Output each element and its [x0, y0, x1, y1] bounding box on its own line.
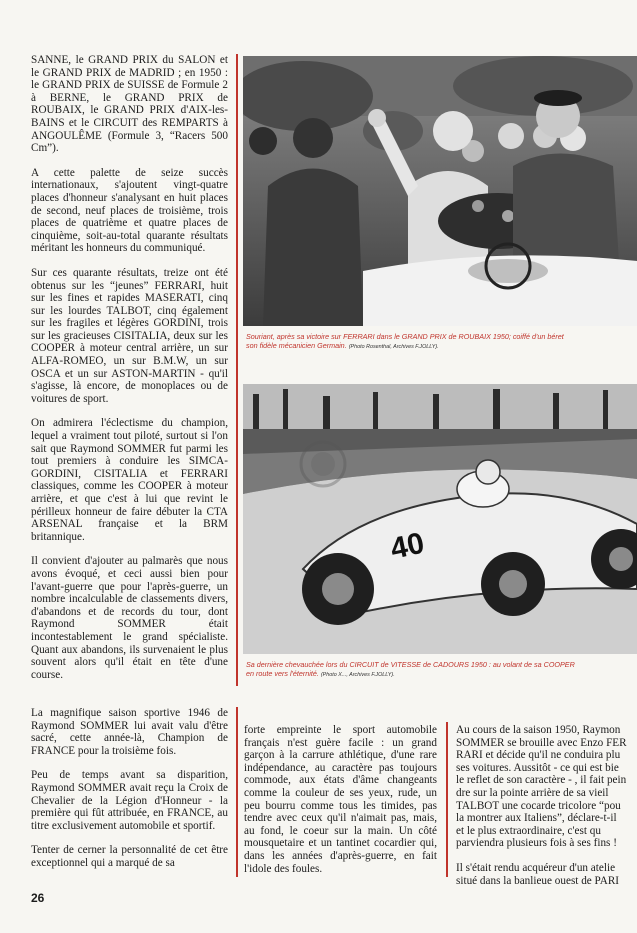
text-line: le reflet de son caractère - , il fait pein: [456, 774, 627, 787]
paragraph: Tenter de cerner la personnalité de cet être exceptionnel qui a marqué de sa: [31, 844, 228, 869]
text-line: dre sur la pointe arrière de sa vieil: [456, 786, 609, 799]
photo-cadours-race: [243, 384, 637, 654]
red-column-rule-bottom: [236, 707, 238, 877]
paragraph: On admirera l'éclectisme du champion, lequel a vraiment tout piloté, surtout si l'on sait que Raymond SOMMER fut parmi les tout premiers à conduire les SIMCA-GORDINI, CISITALIA et FERRARI classiques, comme les COOPER à moteur arrière, et que c'est à lui que revint le périlleux honneur de faire débuter la CTA ARSENAL française et la BRM britannique.: [31, 417, 228, 543]
photo-gravure-race-car: [243, 384, 637, 654]
photo-gravure-victory: [243, 56, 637, 326]
paragraph: forte empreinte le sport automobile français n'est guère facile : un grand garçon à la carrure athlétique, d'une rare indépendance, au caractère pas toujours commode, aux états d'âme changeants comme la couleur de ses yeux, rude, un peu bourru comme tous les timides, pas tendre avec ceux qu'il n'aimait pas, mais, au fond, le coeur sur la main. Un côté mousquetaire et un tantinet cocardier qui, dans les années d'après-guerre, en fait l'idole des foules.: [244, 724, 437, 875]
text-line: situé dans la banlieue ouest de PARI: [456, 874, 620, 887]
paragraph: Peu de temps avant sa disparition, Raymond SOMMER avait reçu la Croix de Chevalier de la Légion d'Honneur - la première qui fût attribuée, en FRANCE, au titre exclusivement automobile et sportif.: [31, 769, 228, 832]
paragraph: Sur ces quarante résultats, treize ont été obtenus sur les “jeunes” FERRARI, huit sur les fines et rapides MASERATI, cinq sur les lourdes TALBOT, cinq également sur les fragiles et légères GORDINI, trois sur les gracieuses CISITALIA, deux sur les COOPER à moteur central arrière, un sur ALFA-ROMEO, un sur B.M.W, un sur OSCA et un sur ASTON-MARTIN - qu'il s'agisse, là encore, de monoplaces ou de voitures de sport.: [31, 266, 228, 405]
caption-photo-1: [246, 333, 637, 352]
text-line: RARI et décide qu'il ne conduira plu: [456, 749, 621, 762]
text-line: TALBOT une cocarde tricolore “pou: [456, 799, 621, 812]
column-3-paragraph-2: [456, 862, 637, 887]
caption-1-line-1: Souriant, après sa victoire sur FERRARI dans le GRAND PRIX de ROUBAIX 1950; coiffé d'un béret: [246, 333, 564, 341]
column-3-text: [456, 724, 637, 887]
text-line: et le plus extraordinaire, c'est qu: [456, 824, 601, 837]
paragraph: SANNE, le GRAND PRIX du SALON et le GRAND PRIX de MADRID ; en 1950 : le GRAND PRIX de SUISSE de Formule 2 à BERNE, le GRAND PRIX de ROUBAIX, le GRAND PRIX d'AIX-les-BAINS et le CIRCUIT des REMPARTS à ANGOULÊME (Formule 3, “Racers 500 Cm”).: [31, 54, 228, 155]
caption-1-credit: (Photo Rosenthal, Archives F.JOLLY).: [348, 343, 439, 350]
red-column-rule-right: [446, 722, 448, 877]
caption-1-line-2: son fidèle mécanicien Germain.: [246, 340, 347, 350]
paragraph: A cette palette de seize succès internationaux, s'ajoutent vingt-quatre places d'honneur s'analysant en huit places de second, neuf places de troisième, trois places de quatrième et quatre places de cinquième, soit-au-total quarante résultats méritant les honneurs du communiqué.: [31, 166, 228, 255]
text-line: ses voitures. Aussitôt - ce qui est bie: [456, 761, 619, 774]
paragraph: La magnifique saison sportive 1946 de Raymond SOMMER lui avait valu d'être sacré, cette année-là, Champion de FRANCE pour la troisième fois.: [31, 707, 228, 757]
caption-photo-2: [246, 661, 637, 680]
photo-victory-roubaix: [243, 56, 637, 326]
column-3-paragraph-1: [456, 724, 637, 850]
column-1-text: [31, 54, 228, 681]
page-number: 26: [31, 891, 45, 905]
car-number: 40: [387, 526, 428, 566]
column-1-bottom-text: [31, 707, 228, 870]
paragraph: Il convient d'ajouter au palmarès que nous avons évoqué, et ceci aussi bien pour l'avant-guerre que pour l'après-guerre, un nombre incalculable de classements divers, d'abandons et de records du tour, dont Raymond SOMMER était incontestablement le grand spécialiste. Quant aux abandons, ils survenaient le plus souvent alors qu'il était en tête d'une course.: [31, 555, 228, 681]
text-line: parviendra plusieurs fois à ses fins !: [456, 837, 617, 850]
text-line: la montrer aux Italiens”, déclare-t-il: [456, 812, 617, 825]
red-column-rule: [236, 54, 238, 686]
caption-2-line-2: en route vers l'éternité.: [246, 668, 319, 678]
caption-2-line-1: Sa dernière chevauchée lors du CIRCUIT de VITESSE de CADOURS 1950 : au volant de sa COOPER: [246, 661, 575, 669]
caption-2-credit: (Photo X..., Archives F.JOLLY).: [320, 671, 395, 678]
text-line: Il s'était rendu acquéreur d'un atelie: [456, 861, 616, 874]
text-line: SOMMER se brouille avec Enzo FER: [456, 736, 627, 749]
column-2-text: [244, 724, 437, 875]
text-line: Au cours de la saison 1950, Raymon: [456, 724, 621, 736]
